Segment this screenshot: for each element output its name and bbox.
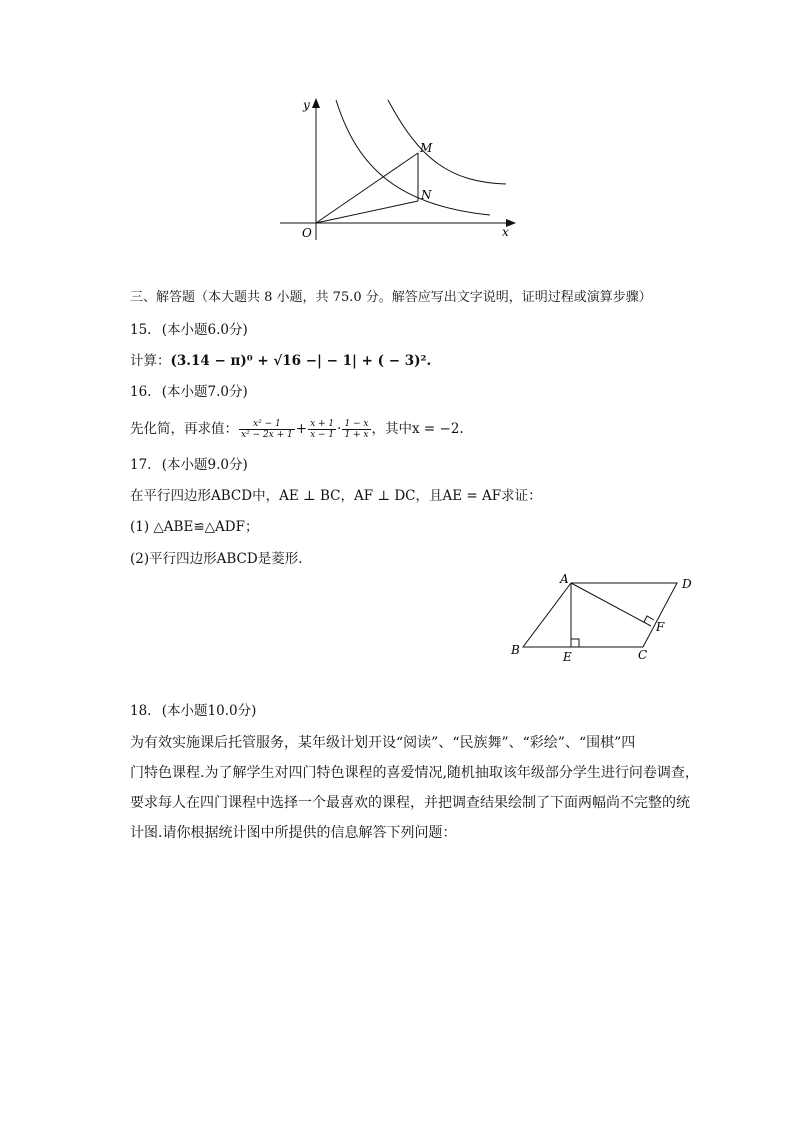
q18-line: 计图.请你根据统计图中所提供的信息解答下列问题：	[130, 825, 457, 841]
q17-number: 17.	[130, 457, 152, 473]
q15-header	[130, 321, 248, 339]
segment-af	[571, 583, 651, 626]
q16-fraction-2: $\frac{x + 1}{x - 1}$	[310, 419, 335, 440]
vertex-a-label: A	[560, 572, 569, 586]
q16-body	[130, 414, 464, 444]
section-title: 三、解答题（本大题共 8 小题，共 75.0 分。解答应写出文字说明，证明过程或演算步骤）	[130, 290, 652, 305]
q16-number: 16.	[130, 384, 152, 400]
q16-plus: +	[295, 421, 308, 437]
q18-number: 18.	[130, 703, 152, 719]
q16-points: (本小题7.0分)	[161, 384, 248, 400]
point-m-label: M	[420, 141, 433, 155]
vertex-c-label: C	[638, 648, 648, 662]
inner-hyperbola	[336, 100, 490, 215]
q18-header	[130, 702, 256, 720]
q16-prefix: 先化简，再求值：	[130, 421, 238, 437]
q17-header	[130, 456, 248, 474]
q18-line: 要求每人在四门课程中选择一个最喜欢的课程，并把调查结果绘制了下面两幅尚不完整的统	[130, 795, 690, 811]
q18-line: 门特色课程.为了解学生对四门特色课程的喜爱情况,随机抽取该年级部分学生进行问卷调查，	[130, 765, 699, 781]
q15-points: (本小题6.0分)	[161, 322, 248, 338]
point-e-label: E	[563, 650, 572, 664]
q18-body	[130, 728, 730, 848]
q16-fraction-3: $\frac{1 - x}{1 + x}$	[344, 419, 369, 440]
q16-header	[130, 383, 248, 401]
y-axis-label: y	[303, 98, 310, 112]
vertex-d-label: D	[682, 577, 692, 591]
vertex-b-label: B	[511, 643, 520, 657]
q15-expression: (3.14 − π)⁰ + √16 −| − 1| + ( − 3)².	[170, 353, 432, 369]
parallelogram-figure	[505, 570, 725, 670]
parallelogram-abcd	[523, 583, 677, 647]
q15-prefix: 计算：	[130, 353, 171, 369]
q15-body	[130, 352, 431, 370]
right-angle-mark-f	[644, 616, 654, 622]
right-angle-mark-e	[571, 639, 579, 647]
q16-suffix: ，其中x = −2.	[371, 421, 464, 437]
q17-part1: (1) △ABE≌△ADF；	[130, 519, 259, 535]
q18-points: (本小题10.0分)	[161, 703, 257, 719]
q17-part2: (2)平行四边形ABCD是菱形．	[130, 551, 312, 567]
q18-line: 为有效实施课后托管服务，某年级计划开设“阅读”、“民族舞”、“彩绘”、“围棋”四	[130, 735, 636, 751]
y-axis-arrow	[312, 98, 320, 108]
point-n-label: N	[421, 188, 432, 202]
q17-points: (本小题9.0分)	[161, 457, 248, 473]
q16-fraction-1: $\frac{\text{x² − 1}}{\text{x² − 2x + 1}}$	[241, 419, 293, 440]
origin-label: O	[302, 226, 312, 240]
outer-hyperbola	[388, 100, 506, 184]
hyperbola-graph	[270, 90, 530, 250]
q16-dot: ·	[337, 421, 342, 437]
x-axis-label: x	[502, 225, 509, 239]
q15-number: 15.	[130, 322, 152, 338]
point-f-label: F	[656, 620, 665, 634]
q17-stem: 在平行四边形ABCD中，AE ⊥ BC，AF ⊥ DC，且AE = AF求证：	[130, 488, 542, 504]
